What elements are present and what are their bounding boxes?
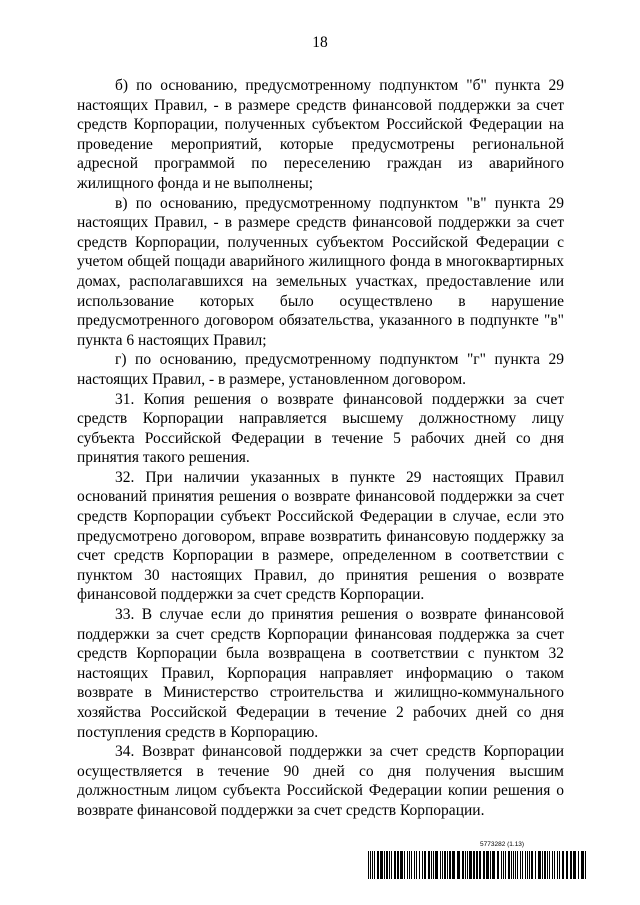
paragraph-31: 31. Копия решения о возврате финансовой поддержки за счет средств Корпорации направляется высшему должностному лицу субъекта Российской Федерации в течение 5 рабочих дней со дня принятия такого решения. [77,390,564,467]
paragraph-32: 32. При наличии указанных в пункте 29 настоящих Правил оснований принятия решения о возврате финансовой поддержки за счет средств Корпорации субъект Российской Федерации в случае, если это предусмотрено договором, вправе возвратить финансовую поддержку за счет средств Корпорации в размере, определенном в соответствии с пунктом 30 настоящих Правил, до принятия решения о возврате финансовой поддержки за счет средств Корпорации. [77,468,564,604]
paragraph-subitem-v: в) по основанию, предусмотренному подпунктом "в" пункта 29 настоящих Правил, - в размере средств финансовой поддержки за счет средств Корпорации, полученных субъектом Российской Федерации с учетом общей пощади аварийного жилищного фонда в многоквартирных домах, располагавшихся на земельных участках, предоставление или использование которых было осуществлено в нарушение предусмотренного договором обязательства, указанного в подпункте "в" пункта 6 настоящих Правил; [77,194,564,349]
paragraph-33: 33. В случае если до принятия решения о возврате финансовой поддержки за счет средств Корпорации финансовая поддержка за счет средств Корпорации была возвращена в соответствии с пунктом 32 настоящих Правил, Корпорация направляет информацию о таком возврате в Министерство строительства и жилищно-коммунального хозяйства Российской Федерации в течение 2 рабочих дней со дня поступления средств в Корпорацию. [77,606,564,741]
barcode-bars [368,851,588,879]
paragraph-34: 34. Возврат финансовой поддержки за счет средств Корпорации осуществляется в течение 90 дней со дня получения высшим должностным лицом субъекта Российской Федерации копии решения о возврате финансовой поддержки за счет средств Корпорации. [77,743,564,819]
paragraph-subitem-g: г) по основанию, предусмотренному подпунктом "г" пункта 29 настоящих Правил, - в размере, установленном договором. [77,351,564,388]
paragraph-subitem-b: б) по основанию, предусмотренному подпунктом "б" пункта 29 настоящих Правил, - в размере средств финансовой поддержки за счет средств Корпорации, полученных субъектом Российской Федерации на проведение мероприятий, которые предусмотрены региональной адресной программой по переселению граждан из аварийного жилищного фонда и не выполнены; [77,77,564,192]
page-number: 18 [312,34,328,51]
barcode [368,841,588,883]
barcode-code: 5773282 (1.13) [480,841,525,848]
document-body [77,76,564,821]
